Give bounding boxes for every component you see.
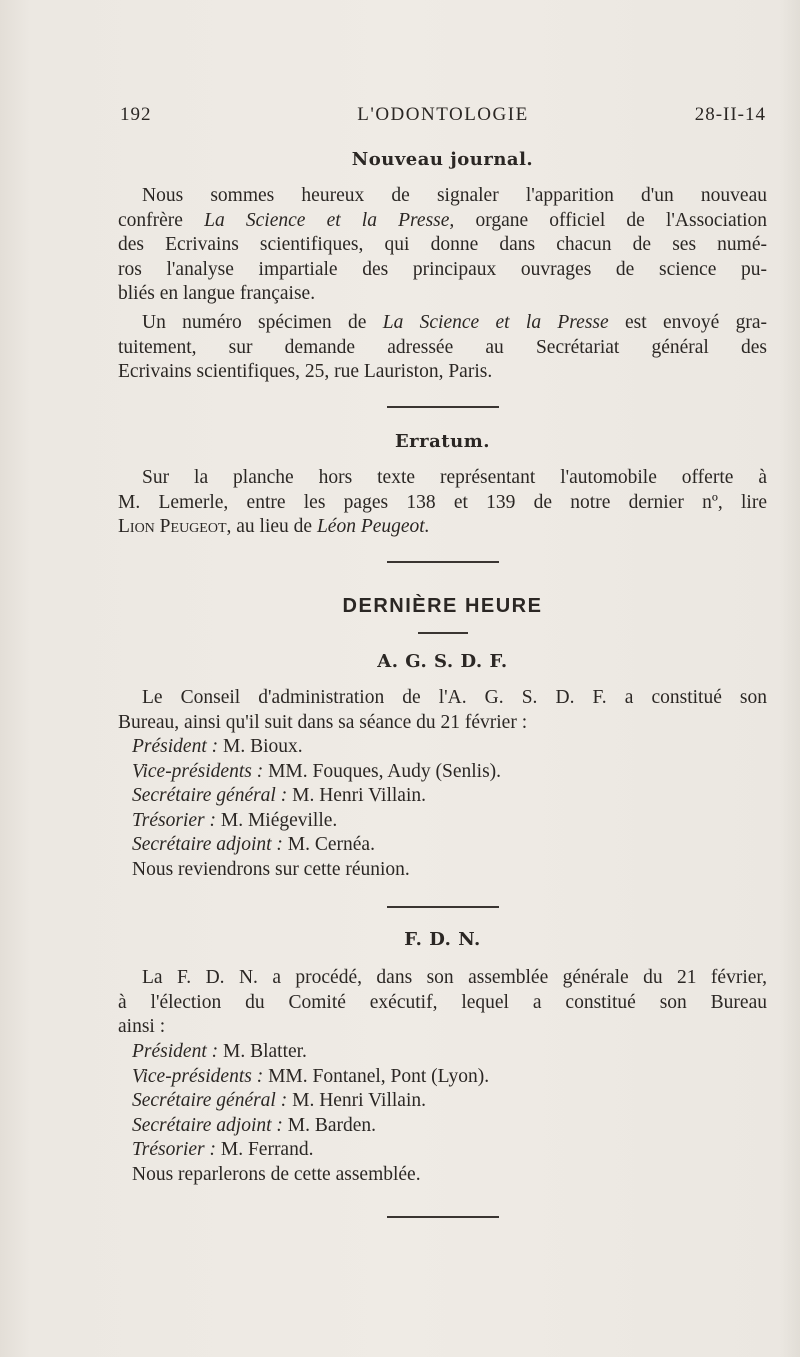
text-line: tuitement, sur demande adressée au Secrétariat général des <box>118 336 767 358</box>
text-line: ros l'analyse impartiale des principaux ouvrages de science pu- <box>118 258 767 280</box>
text-line: à l'élection du Comité exécutif, lequel a constitué son Bureau <box>118 991 767 1013</box>
section-erratum <box>118 430 767 455</box>
officer-role: Secrétaire adjoint : <box>132 1114 283 1136</box>
section-title: F. D. N. <box>404 929 481 950</box>
text-line: confrère La Science et la Presse, organe officiel de l'Association <box>118 209 767 231</box>
officer-name: M. Cernéa. <box>282 834 375 856</box>
officer-entry <box>118 784 767 809</box>
text-line: Le Conseil d'administration de l'A. G. S. D. F. a constitué son <box>142 687 767 708</box>
text-line: Bureau, ainsi qu'il suit dans sa séance du 21 février : <box>118 711 528 733</box>
section-title: Erratum. <box>394 431 491 452</box>
officer-role: Secrétaire général : <box>132 1090 288 1112</box>
officer-role: Vice-présidents : <box>132 1065 264 1087</box>
section-title: Nouveau journal. <box>351 149 534 170</box>
officer-name: M. Ferrand. <box>215 1139 314 1161</box>
officer-entry <box>118 1114 767 1139</box>
officer-name: M. Henri Villain. <box>287 785 426 807</box>
paragraph <box>118 966 767 1040</box>
officer-name: M. Barden. <box>282 1114 377 1136</box>
officer-role: Président : <box>132 736 219 757</box>
text-line: Lion Peugeot, au lieu de Léon Peugeot. <box>118 516 430 538</box>
text-line: M. Lemerle, entre les pages 138 et 139 de notre dernier nº, lire <box>118 491 767 513</box>
subsection-agsdf <box>118 650 767 675</box>
officer-list <box>118 735 767 858</box>
text-line: La F. D. N. a procédé, dans son assemblée générale du 21 février, <box>142 967 767 988</box>
officer-entry <box>118 760 767 785</box>
text-line: Nous reparlerons de cette assemblée. <box>132 1164 421 1185</box>
officer-entry <box>118 1040 767 1065</box>
page-number: 192 <box>120 104 152 125</box>
paragraph <box>118 311 767 385</box>
subsection-title: A. G. S. D. F. <box>377 651 508 672</box>
officer-role: Trésorier : <box>132 809 216 831</box>
separator-rule <box>118 406 767 408</box>
journal-title: L'ODONTOLOGIE <box>357 104 529 125</box>
closing-line <box>118 1163 767 1188</box>
text-line: Sur la planche hors texte représentant l'automobile offerte à <box>142 467 767 488</box>
officer-entry <box>118 1138 767 1163</box>
officer-entry <box>118 833 767 858</box>
officer-name: M. Blatter. <box>218 1041 307 1062</box>
text-line: des Ecrivains scientifiques, qui donne dans chacun de ses numé- <box>118 234 767 256</box>
text-line: Ecrivains scientifiques, 25, rue Lauriston, Paris. <box>118 361 493 383</box>
separator-rule <box>118 632 767 634</box>
officer-role: Président : <box>132 1041 219 1062</box>
officer-role: Secrétaire général : <box>132 785 288 807</box>
section-nouveau-journal <box>118 148 767 173</box>
running-header <box>120 104 766 132</box>
section-derniere-heure <box>118 594 767 619</box>
officer-entry <box>118 1065 767 1090</box>
officer-role: Trésorier : <box>132 1139 216 1161</box>
officer-role: Secrétaire adjoint : <box>132 834 283 856</box>
officer-entry <box>118 735 767 760</box>
officer-name: MM. Fouques, Audy (Senlis). <box>263 760 502 782</box>
text-line: Nous sommes heureux de signaler l'apparition d'un nouveau <box>142 185 767 206</box>
section-fdn <box>118 928 767 953</box>
text-line: Nous reviendrons sur cette réunion. <box>132 859 410 880</box>
text-line: bliés en langue française. <box>118 283 316 305</box>
separator-rule <box>118 1216 767 1218</box>
paragraph <box>118 686 767 735</box>
officer-name: M. Bioux. <box>218 736 303 757</box>
text-line: ainsi : <box>118 1016 166 1038</box>
issue-date: 28-II-14 <box>694 104 766 125</box>
officer-name: MM. Fontanel, Pont (Lyon). <box>263 1065 490 1087</box>
section-title: DERNIÈRE HEURE <box>342 595 543 617</box>
separator-rule <box>118 906 767 908</box>
separator-rule <box>118 561 767 563</box>
closing-line <box>118 858 767 883</box>
paragraph <box>118 184 767 307</box>
text-line: Un numéro spécimen de La Science et la Presse est envoyé gra- <box>142 312 767 333</box>
officer-entry <box>118 809 767 834</box>
officer-entry <box>118 1089 767 1114</box>
officer-name: M. Henri Villain. <box>287 1090 426 1112</box>
officer-list <box>118 1040 767 1163</box>
officer-role: Vice-présidents : <box>132 760 264 782</box>
paragraph <box>118 466 767 540</box>
officer-name: M. Miégeville. <box>215 809 338 831</box>
